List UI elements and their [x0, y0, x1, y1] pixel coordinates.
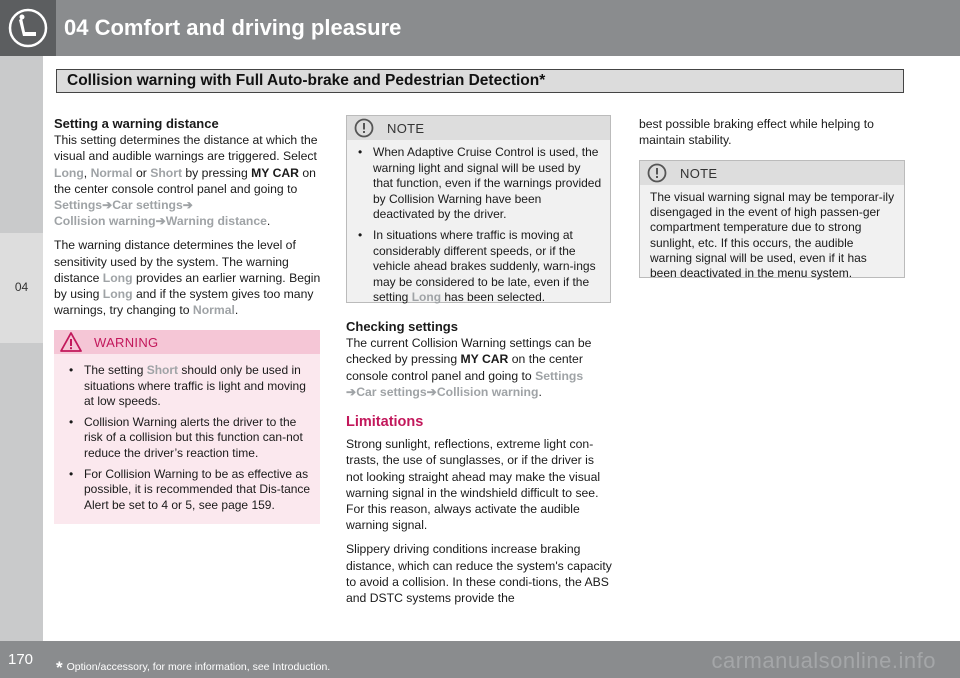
keyword-short: Short — [150, 165, 183, 180]
arrow-right-icon: ➔ — [155, 214, 166, 229]
note-label: NOTE — [387, 121, 425, 136]
heading-limitations: Limitations — [346, 414, 424, 431]
chapter-icon-box — [0, 0, 56, 56]
paragraph-warning-distance-level — [54, 237, 322, 318]
menu-path-warning-distance: Warning distance — [165, 214, 267, 229]
warning-label: WARNING — [94, 335, 159, 350]
section-title: Collision warning with Full Auto-brake and Pedestrian Detection* — [67, 72, 546, 89]
list-item — [62, 363, 312, 410]
chapter-title: 04 Comfort and driving pleasure — [64, 15, 402, 40]
keyword-long: Long — [411, 290, 442, 305]
menu-path-car-settings: Car settings — [356, 384, 427, 399]
text: on the center console control panel and going to — [346, 352, 583, 383]
note-box-1 — [346, 115, 611, 303]
list-item: • When Adaptive Cruise Control is used, the warning light and signal will be used by that function, even if the warnings provided by Collision Warning have been deactivated by the driver. — [351, 145, 602, 223]
menu-path-settings: Settings — [54, 198, 103, 213]
seat-icon — [8, 8, 48, 48]
page-footer — [0, 641, 960, 678]
note-label: NOTE — [680, 166, 718, 181]
paragraph-limitations-2: Slippery driving conditions increase braking distance, which can reduce the system's capacity to avoid a collision. In these condi-tions, the ABS and DSTC systems provide the — [346, 542, 612, 606]
arrow-right-icon: ➔ — [346, 384, 357, 399]
arrow-right-icon: ➔ — [102, 198, 113, 213]
text: This setting determines the distance at which the visual and audible warnings are triggered. Select — [54, 133, 318, 164]
warning-header — [54, 330, 320, 354]
note-info-icon — [354, 118, 374, 138]
column-1 — [54, 116, 322, 326]
arrow-right-icon: ➔ — [182, 198, 193, 213]
text: has been selected. — [444, 290, 546, 305]
menu-path-collision-warning: Collision warning — [54, 214, 156, 229]
heading-warning-distance: Setting a warning distance — [54, 116, 219, 131]
text: and if the system gives too many warnings, try changing to — [54, 287, 314, 318]
text: The warning distance determines the level of sensitivity used by the system. The warning distance — [54, 238, 296, 285]
text: In situations where traffic is moving at considerably different speeds, or if the vehicle ahead brakes suddenly, warn-ings may be considered to be late, even if the setting — [373, 227, 596, 305]
menu-path-collision-warning: Collision warning — [436, 384, 539, 399]
list-item — [351, 228, 602, 306]
text: . — [234, 303, 239, 318]
footnote-text: Option/accessory, for more information, see Introduction. — [66, 661, 331, 673]
text: . — [266, 214, 271, 229]
note-list — [347, 140, 610, 306]
keyword-long: Long — [102, 270, 133, 285]
note-text: The visual warning signal may be temporar-ily disengaged in the event of high passen-ger compartment temperature due to strong sunlight, etc. If this occurs, the audible warning signal will be used, even if it has been deactivated in the menu system. — [650, 190, 895, 281]
list-item: • For Collision Warning to be as effective as possible, it is recommended that Dis-tance Alert be set to 4 or 5, see page 159. — [62, 467, 312, 514]
text: by pressing — [185, 165, 248, 180]
column-3 — [639, 116, 907, 156]
footnote-star: * — [56, 658, 63, 677]
keyword-my-car: MY CAR — [251, 165, 299, 180]
text: provides an earlier warning. Begin by using — [54, 270, 321, 302]
text: , — [83, 165, 88, 180]
text: should only be used in situations where traffic is light and moving at low speeds. — [84, 363, 306, 409]
note-info-icon — [647, 163, 667, 183]
section-title-bar — [56, 69, 904, 93]
watermark: carmanualsonline.info — [711, 648, 936, 673]
note-header — [347, 116, 610, 140]
keyword-long: Long — [102, 287, 133, 302]
keyword-normal: Normal — [192, 303, 235, 318]
warning-box — [54, 330, 320, 524]
column-2 — [346, 319, 614, 614]
list-item: • Collision Warning alerts the driver to the risk of a collision but this function can-not reduce the driver’s reaction time. — [62, 415, 312, 462]
keyword-normal: Normal — [90, 165, 133, 180]
heading-checking-settings: Checking settings — [346, 319, 458, 334]
text: The current Collision Warning settings can be checked by pressing — [346, 336, 592, 367]
note-box-2 — [639, 160, 905, 281]
text: on the center console control panel and going to — [54, 165, 316, 196]
arrow-right-icon: ➔ — [426, 384, 437, 399]
warning-list — [54, 354, 320, 513]
text: . — [538, 384, 542, 399]
keyword-long: Long — [54, 165, 84, 180]
chapter-side-tab — [0, 56, 43, 641]
paragraph-checking-settings — [346, 335, 614, 400]
chapter-number-tab: 04 — [14, 280, 29, 294]
warning-triangle-icon — [60, 332, 82, 352]
footnote — [56, 655, 330, 675]
paragraph-limitations-1: Strong sunlight, reflections, extreme light con-trasts, the use of sunglasses, or if the driver is not looking straight ahead may make the visual warning signal in the windshield difficult to see. For this reason, always activate the audible warning signal. — [346, 437, 601, 533]
menu-path-car-settings: Car settings — [112, 198, 183, 213]
note-header — [640, 161, 904, 185]
menu-path-settings: Settings — [535, 368, 584, 383]
keyword-my-car: MY CAR — [460, 352, 509, 367]
chapter-header — [0, 0, 960, 56]
keyword-short: Short — [146, 363, 179, 377]
paragraph-warning-distance-setting — [54, 132, 322, 229]
text: The setting — [84, 363, 144, 377]
page-number: 170 — [8, 651, 34, 668]
paragraph-continuation: best possible braking effect while helping to maintain stability. — [639, 117, 874, 148]
text: or — [135, 165, 147, 180]
